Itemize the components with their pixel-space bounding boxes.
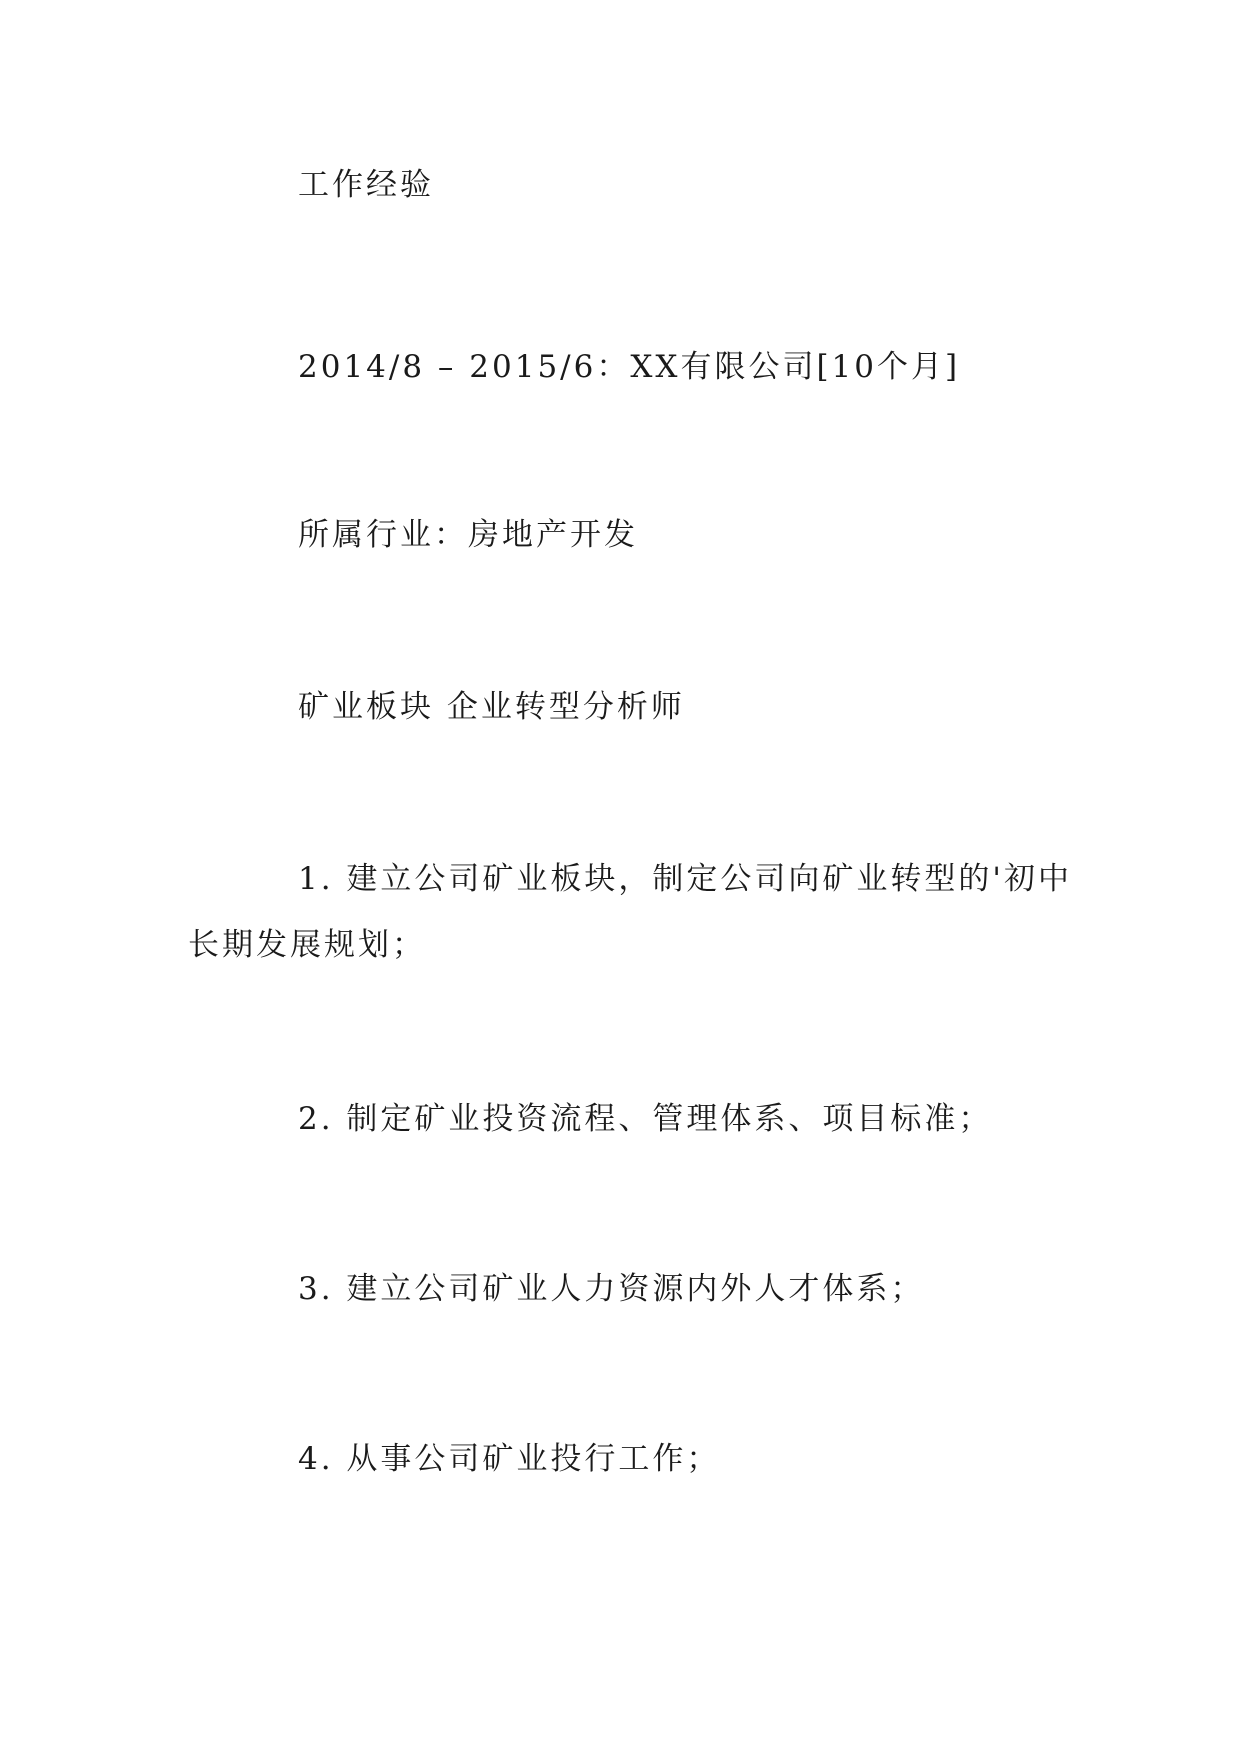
section-title: 工作经验 (298, 167, 434, 203)
duty-item-2: 2. 制定矿业投资流程、管理体系、项目标准； (298, 1101, 993, 1137)
duty-item-4: 4. 从事公司矿业投行工作； (298, 1441, 721, 1477)
industry-line: 所属行业：房地产开发 (298, 517, 638, 553)
job-period: 2014/8 – 2015/6：XX有限公司[10个月] (298, 349, 961, 385)
duty-item-1-continuation: 长期发展规划； (188, 927, 426, 963)
position-line: 矿业板块 企业转型分析师 (298, 689, 685, 725)
duty-item-3: 3. 建立公司矿业人力资源内外人才体系； (298, 1271, 925, 1307)
duty-item-1: 1. 建立公司矿业板块，制定公司向矿业转型的'初中 (298, 861, 1072, 897)
